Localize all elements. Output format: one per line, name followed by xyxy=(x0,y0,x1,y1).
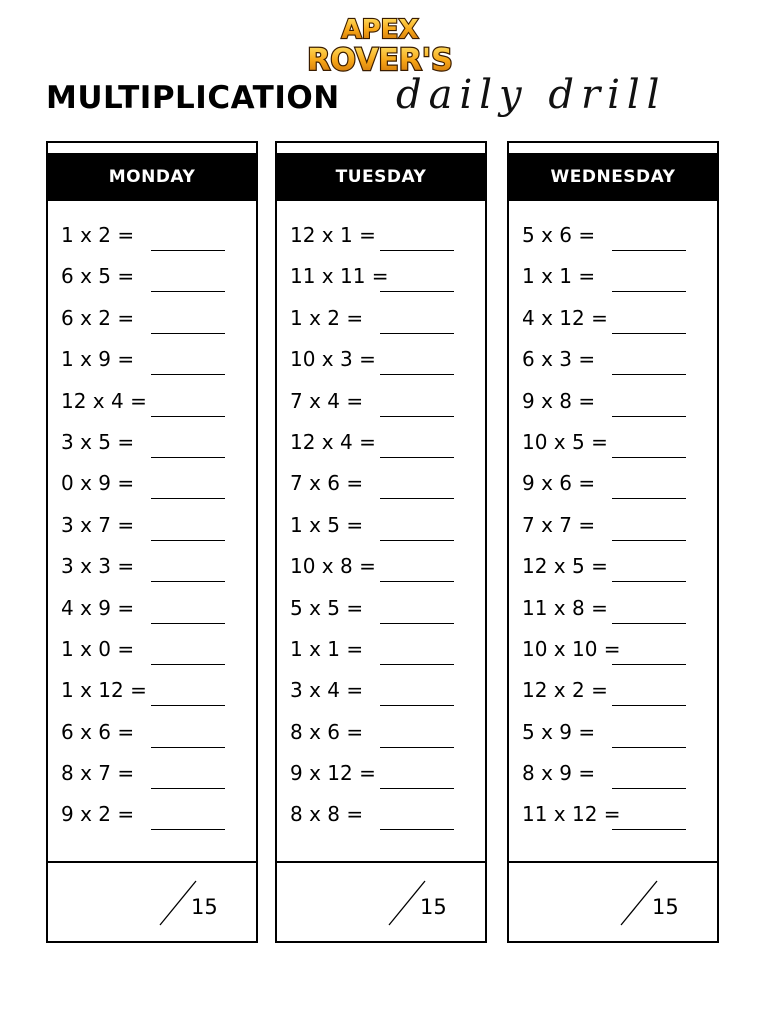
problem-row xyxy=(48,546,256,587)
problem-row xyxy=(48,670,256,711)
logo-line1: APEX xyxy=(341,15,419,45)
answer-blank[interactable] xyxy=(612,788,686,789)
answer-blank[interactable] xyxy=(151,250,225,251)
problem-row xyxy=(509,588,717,629)
problem-row xyxy=(48,298,256,339)
problem-row xyxy=(509,463,717,504)
day-header: WEDNESDAY xyxy=(509,153,717,201)
problem-row xyxy=(277,794,485,835)
problem: 12 x 2 = xyxy=(522,678,608,703)
day-card-tuesday xyxy=(275,141,487,943)
problem-row xyxy=(277,298,485,339)
answer-blank[interactable] xyxy=(380,416,454,417)
answer-blank[interactable] xyxy=(612,291,686,292)
problem-row xyxy=(509,546,717,587)
problem-row xyxy=(277,422,485,463)
problem-row xyxy=(277,588,485,629)
problem-list xyxy=(509,215,717,836)
problem: 6 x 5 = xyxy=(61,264,135,289)
day-header: MONDAY xyxy=(48,153,256,201)
answer-blank[interactable] xyxy=(612,623,686,624)
problem-row xyxy=(509,712,717,753)
answer-blank[interactable] xyxy=(380,333,454,334)
answer-blank[interactable] xyxy=(151,457,225,458)
answer-blank[interactable] xyxy=(151,829,225,830)
problem: 10 x 3 = xyxy=(290,347,376,372)
problem: 3 x 4 = xyxy=(290,678,364,703)
answer-blank[interactable] xyxy=(380,250,454,251)
problem: 5 x 5 = xyxy=(290,595,364,620)
problem: 10 x 5 = xyxy=(522,429,608,454)
problem-row xyxy=(509,629,717,670)
problem: 11 x 12 = xyxy=(522,802,621,827)
problem: 0 x 9 = xyxy=(61,471,135,496)
score-box[interactable] xyxy=(277,861,485,941)
answer-blank[interactable] xyxy=(612,829,686,830)
problem: 6 x 2 = xyxy=(61,305,135,330)
problem: 1 x 5 = xyxy=(290,512,364,537)
problem: 1 x 2 = xyxy=(290,305,364,330)
problem-row xyxy=(48,505,256,546)
answer-blank[interactable] xyxy=(612,333,686,334)
problem-row xyxy=(509,422,717,463)
problem: 1 x 1 = xyxy=(290,636,364,661)
answer-blank[interactable] xyxy=(612,747,686,748)
problem-row xyxy=(277,505,485,546)
problem-row xyxy=(48,463,256,504)
page-subtitle: daily drill xyxy=(396,72,667,118)
problem-row xyxy=(509,298,717,339)
logo-line2: ROVER'S xyxy=(307,43,453,78)
answer-blank[interactable] xyxy=(612,498,686,499)
score-total: 15 xyxy=(191,895,218,919)
problem-row xyxy=(277,463,485,504)
problem-row xyxy=(48,215,256,256)
problem: 12 x 4 = xyxy=(290,429,376,454)
problem-row xyxy=(509,794,717,835)
problem-row xyxy=(48,256,256,297)
day-card-wednesday xyxy=(507,141,719,943)
problem-row xyxy=(277,215,485,256)
problem-row xyxy=(48,588,256,629)
problem-row xyxy=(277,339,485,380)
answer-blank[interactable] xyxy=(151,416,225,417)
problem: 3 x 7 = xyxy=(61,512,135,537)
problem: 8 x 6 = xyxy=(290,719,364,744)
answer-blank[interactable] xyxy=(612,416,686,417)
page-title: MULTIPLICATION xyxy=(46,80,340,116)
problem-row xyxy=(48,381,256,422)
problem: 1 x 9 = xyxy=(61,347,135,372)
problem-row xyxy=(48,629,256,670)
problem-row xyxy=(509,381,717,422)
problem-row xyxy=(509,215,717,256)
problem: 7 x 4 = xyxy=(290,388,364,413)
score-box[interactable] xyxy=(509,861,717,941)
problem-row xyxy=(48,753,256,794)
day-header: TUESDAY xyxy=(277,153,485,201)
answer-blank[interactable] xyxy=(612,705,686,706)
problem-row xyxy=(277,546,485,587)
answer-blank[interactable] xyxy=(151,788,225,789)
problem: 10 x 8 = xyxy=(290,554,376,579)
problem-row xyxy=(277,381,485,422)
problem: 8 x 7 = xyxy=(61,761,135,786)
answer-blank[interactable] xyxy=(151,623,225,624)
answer-blank[interactable] xyxy=(380,829,454,830)
problem-row xyxy=(509,339,717,380)
answer-blank[interactable] xyxy=(151,747,225,748)
problem: 7 x 7 = xyxy=(522,512,596,537)
answer-blank[interactable] xyxy=(612,374,686,375)
problem: 4 x 12 = xyxy=(522,305,608,330)
problem: 6 x 6 = xyxy=(61,719,135,744)
problem: 11 x 11 = xyxy=(290,264,389,289)
answer-blank[interactable] xyxy=(612,581,686,582)
problem: 12 x 5 = xyxy=(522,554,608,579)
problem-row xyxy=(509,505,717,546)
problem-row xyxy=(277,629,485,670)
answer-blank[interactable] xyxy=(380,291,454,292)
problem-row xyxy=(509,670,717,711)
problem: 9 x 12 = xyxy=(290,761,376,786)
answer-blank[interactable] xyxy=(380,581,454,582)
problem: 1 x 0 = xyxy=(61,636,135,661)
score-total: 15 xyxy=(420,895,447,919)
problem: 1 x 12 = xyxy=(61,678,147,703)
day-card-monday xyxy=(46,141,258,943)
problem-row xyxy=(48,712,256,753)
problem-row xyxy=(277,712,485,753)
score-box[interactable] xyxy=(48,861,256,941)
problem-row xyxy=(277,256,485,297)
score-total: 15 xyxy=(652,895,679,919)
problem-row xyxy=(48,422,256,463)
answer-blank[interactable] xyxy=(151,540,225,541)
answer-blank[interactable] xyxy=(380,747,454,748)
problem: 5 x 6 = xyxy=(522,223,596,247)
problem: 5 x 9 = xyxy=(522,719,596,744)
answer-blank[interactable] xyxy=(612,540,686,541)
problem: 9 x 2 = xyxy=(61,802,135,827)
problem: 11 x 8 = xyxy=(522,595,608,620)
problem-row xyxy=(48,794,256,835)
problem: 3 x 3 = xyxy=(61,554,135,579)
problem: 12 x 4 = xyxy=(61,388,147,413)
problem-row xyxy=(509,256,717,297)
answer-blank[interactable] xyxy=(151,333,225,334)
problem-row xyxy=(509,753,717,794)
answer-blank[interactable] xyxy=(151,498,225,499)
answer-blank[interactable] xyxy=(380,623,454,624)
answer-blank[interactable] xyxy=(151,705,225,706)
answer-blank[interactable] xyxy=(612,250,686,251)
problem-row xyxy=(277,670,485,711)
answer-blank[interactable] xyxy=(612,664,686,665)
answer-blank[interactable] xyxy=(612,457,686,458)
problem-list xyxy=(277,215,485,836)
problem: 8 x 9 = xyxy=(522,761,596,786)
answer-blank[interactable] xyxy=(380,457,454,458)
problem: 1 x 2 = xyxy=(61,223,135,247)
answer-blank[interactable] xyxy=(151,374,225,375)
answer-blank[interactable] xyxy=(151,581,225,582)
problem-row xyxy=(48,339,256,380)
answer-blank[interactable] xyxy=(380,705,454,706)
problem: 1 x 1 = xyxy=(522,264,596,289)
problem-list xyxy=(48,215,256,836)
problem: 6 x 3 = xyxy=(522,347,596,372)
answer-blank[interactable] xyxy=(151,291,225,292)
problem-row xyxy=(277,753,485,794)
answer-blank[interactable] xyxy=(380,374,454,375)
problem: 7 x 6 = xyxy=(290,471,364,496)
problem: 3 x 5 = xyxy=(61,429,135,454)
problem: 8 x 8 = xyxy=(290,802,364,827)
answer-blank[interactable] xyxy=(380,498,454,499)
problem: 10 x 10 = xyxy=(522,636,621,661)
problem: 9 x 8 = xyxy=(522,388,596,413)
apex-rovers-logo xyxy=(290,12,470,80)
answer-blank[interactable] xyxy=(380,540,454,541)
problem: 4 x 9 = xyxy=(61,595,135,620)
answer-blank[interactable] xyxy=(380,664,454,665)
problem: 9 x 6 = xyxy=(522,471,596,496)
answer-blank[interactable] xyxy=(151,664,225,665)
problem: 12 x 1 = xyxy=(290,223,376,247)
answer-blank[interactable] xyxy=(380,788,454,789)
